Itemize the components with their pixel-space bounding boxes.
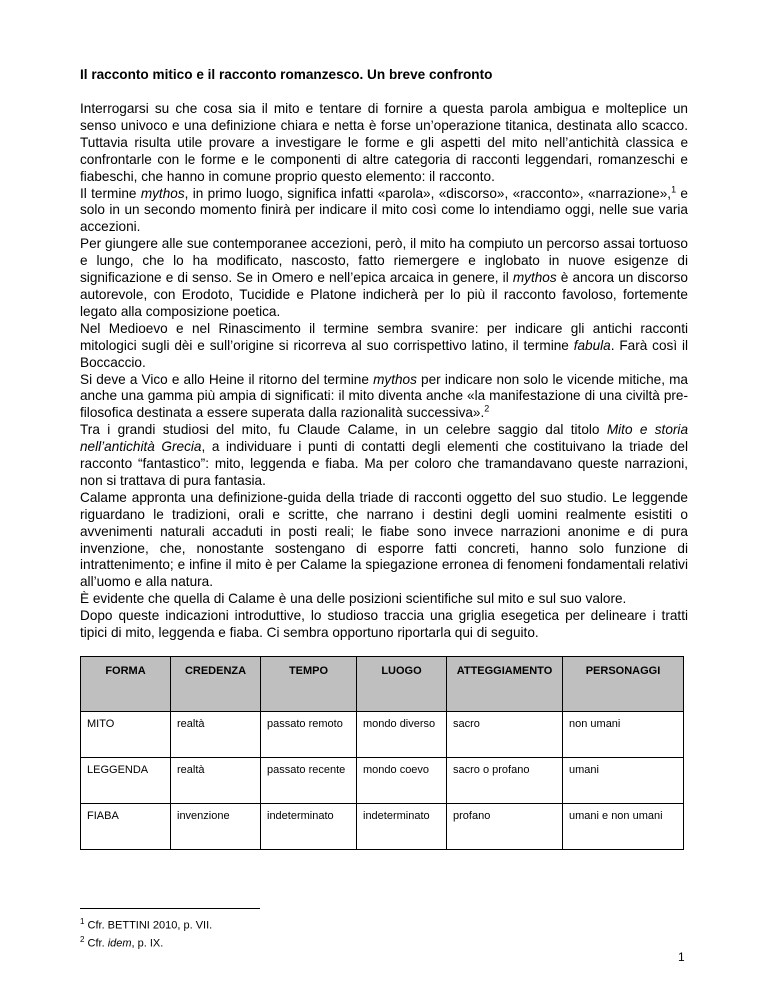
table-header-row	[81, 657, 684, 712]
table-cell: MITO	[81, 712, 171, 758]
table-cell: sacro o profano	[447, 758, 563, 804]
paragraph-text: Tra i grandi studiosi del mito, fu Claude Calame, in un celebre saggio dal titolo	[80, 422, 607, 438]
footnote-number: 1	[80, 917, 85, 926]
paragraph-4	[80, 321, 688, 372]
italic-term: fabula	[573, 337, 611, 353]
table-row	[81, 712, 684, 758]
italic-title: Mito e storia nell’antichità Grecia	[80, 422, 689, 455]
paragraph-2	[80, 186, 688, 237]
table-cell: umani	[563, 758, 684, 804]
paragraph-text: , a individuare i punti di contatti degli elementi che costituivano la triade del racconto “fantastico”: mito, leggenda e fiaba. Ma per coloro che tramandavano queste narrazioni, non si trattava di pura fantasia.	[80, 439, 688, 488]
paragraph-7	[80, 490, 688, 591]
column-header: PERSONAGGI	[563, 657, 684, 712]
paragraph-text: Calame appronta una definizione-guida della triade di racconti oggetto del suo studio. Le leggende riguardano le tradizioni, orali e scritte, che narrano i destini degli uomini realmente esistiti o avvenimenti naturali accaduti in posti reali; le fiabe sono invece narrazioni anonime e di pura invenzione, che, nonostante sostengano di esporre fatti concreti, hanno solo funzione di intrattenimento; e infine il mito è per Calame la spiegazione erronea di fenomeni fondamentali relativi all’uomo e alla natura.	[80, 489, 688, 590]
column-header: ATTEGGIAMENTO	[447, 657, 563, 712]
paragraph-text: Interrogarsi su che cosa sia il mito e tentare di fornire a questa parola ambigua e molteplice un senso univoco e una definizione chiara e netta è forse un’operazione titanica, destinata allo scacco. Tuttavia risulta utile provare a investigare le forme e gli aspetti del mito nell’antichità classica e confrontarle con le forme e le componenti di altre categoria di racconti leggendari, romanzeschi e fiabeschi, che hanno in comune proprio questo elemento: il racconto.	[80, 101, 688, 184]
paragraph-text: È evidente che quella di Calame è una delle posizioni scientifiche sul mito e sul suo valore.	[80, 591, 627, 607]
document-title: Il racconto mitico e il racconto romanzesco. Un breve confronto	[80, 67, 493, 82]
paragraph-6	[80, 422, 688, 490]
table-cell: profano	[447, 804, 563, 850]
footnote-italic: idem	[107, 937, 132, 950]
exegetic-grid-table	[80, 656, 684, 850]
column-header: TEMPO	[261, 657, 357, 712]
table-cell: realtà	[171, 758, 261, 804]
table-cell: non umani	[563, 712, 684, 758]
column-header: LUOGO	[357, 657, 447, 712]
footnote-ref: 1	[671, 184, 677, 194]
page-number: 1	[678, 950, 685, 964]
paragraph-text: per indicare non solo le vicende mitiche, ma anche una gamma più ampia di significati: il mito diventa anche «la manifestazione di una civiltà pre-filosofica destinata a essere superata dalla razionalità successiva».	[80, 371, 688, 421]
italic-term: mythos	[512, 270, 557, 286]
footnote-ref: 2	[484, 403, 490, 414]
table-cell: realtà	[171, 712, 261, 758]
paragraph-text: Per giungere alle sue contemporanee accezioni, però, il mito ha compiuto un percorso assai tortuoso e lungo, che lo ha modificato, nascosto, fatto riemergere e inglobato in nuove esigenze di significazione e di senso. Se in Omero e nell’epica arcaica in genere, il	[80, 236, 688, 286]
paragraph-8	[80, 591, 688, 608]
table-cell: mondo coevo	[357, 758, 447, 804]
paragraph-text: Si deve a Vico e allo Heine il ritorno del termine	[80, 371, 374, 387]
italic-term: mythos	[140, 185, 185, 201]
paragraph-text: , in primo luogo, significa infatti «parola», «discorso», «racconto», «narrazione»,	[184, 185, 672, 201]
table-cell: FIABA	[81, 804, 171, 850]
paragraph-5	[80, 372, 688, 423]
column-header: FORMA	[81, 657, 171, 712]
column-header: CREDENZA	[171, 657, 261, 712]
footnote-text: Cfr.	[84, 937, 108, 950]
footnote-number: 2	[80, 934, 85, 944]
paragraph-text: . Farà così il Boccaccio.	[80, 337, 688, 370]
footnote-text: , p. IX.	[131, 937, 164, 950]
footnote-2	[80, 933, 688, 951]
paragraph-1	[80, 101, 688, 186]
paragraph-9	[80, 608, 688, 642]
table-cell: LEGGENDA	[81, 758, 171, 804]
paragraph-text: e solo in un secondo momento finirà per indicare il mito così come lo intendiamo oggi, nelle sue varia accezioni.	[80, 185, 688, 235]
table-cell: invenzione	[171, 804, 261, 850]
table-cell: umani e non umani	[563, 804, 684, 850]
table-cell: mondo diverso	[357, 712, 447, 758]
paragraph-text: Nel Medioevo e nel Rinascimento il termine sembra svanire: per indicare gli antichi racconti mitologici sugli dèi e sull’origine si ricorreva al suo corrispettivo latino, il termine	[80, 320, 688, 353]
paragraph-text: Il termine	[80, 185, 141, 201]
table-row	[81, 804, 684, 850]
table-cell: passato remoto	[261, 712, 357, 758]
footnote-text: Cfr. BETTINI 2010, p. VII.	[84, 919, 213, 932]
italic-term: mythos	[373, 371, 417, 387]
table-cell: indeterminato	[261, 804, 357, 850]
paragraph-text: Dopo queste indicazioni introduttive, lo studioso traccia una griglia esegetica per delineare i tratti tipici di mito, leggenda e fiaba. Ci sembra opportuno riportarla qui di seguito.	[80, 608, 688, 641]
table-cell: indeterminato	[357, 804, 447, 850]
table-cell: passato recente	[261, 758, 357, 804]
paragraph-text: è ancora un discorso autorevole, con Erodoto, Tucidide e Platone indicherà per lo più il racconto favoloso, fortemente legato alla composizione poetica.	[80, 270, 688, 319]
footnotes	[80, 908, 688, 950]
document-body	[80, 60, 688, 850]
table-row	[81, 758, 684, 804]
table-cell: sacro	[447, 712, 563, 758]
footnote-separator	[80, 908, 260, 909]
paragraph-3	[80, 236, 688, 321]
footnote-1	[80, 915, 688, 933]
